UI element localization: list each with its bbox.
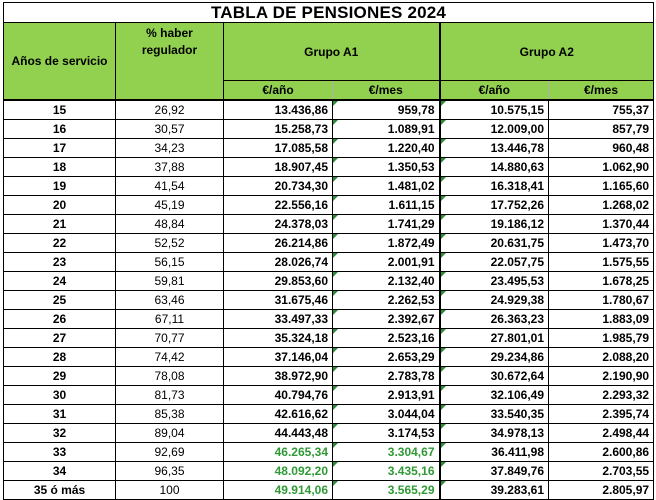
a1-month-cell: 959,78: [333, 100, 440, 120]
a2-month-cell: 2.600,86: [549, 443, 654, 462]
a1-year-cell: 24.378,03: [224, 215, 333, 234]
a1-year-cell: 35.324,18: [224, 329, 333, 348]
percent-cell: 45,19: [116, 196, 224, 215]
a1-year-cell: 13.436,86: [224, 100, 333, 120]
percent-cell: 67,11: [116, 310, 224, 329]
a1-year-cell: 48.092,20: [224, 462, 333, 481]
percent-cell: 48,84: [116, 215, 224, 234]
years-cell: 28: [4, 348, 116, 367]
a1-year-cell: 33.497,33: [224, 310, 333, 329]
years-cell: 27: [4, 329, 116, 348]
years-cell: 35 ó más: [4, 481, 116, 500]
a2-month-cell: 1.473,70: [549, 234, 654, 253]
a2-month-cell: 1.985,79: [549, 329, 654, 348]
a2-year-cell: 26.363,23: [440, 310, 549, 329]
a2-year-cell: 10.575,15: [440, 100, 549, 120]
a2-year-cell: 29.234,86: [440, 348, 549, 367]
a2-year-cell: 30.672,64: [440, 367, 549, 386]
a2-month-cell: 2.190,90: [549, 367, 654, 386]
a2-year-cell: 20.631,75: [440, 234, 549, 253]
table-body: [4, 100, 654, 500]
percent-cell: 30,57: [116, 120, 224, 139]
a1-year-cell: 26.214,86: [224, 234, 333, 253]
years-cell: 17: [4, 139, 116, 158]
table-row: [4, 367, 654, 386]
a1-month-cell: 2.392,67: [333, 310, 440, 329]
years-cell: 19: [4, 177, 116, 196]
a2-month-cell: 1.268,02: [549, 196, 654, 215]
a2-year-cell: 34.978,13: [440, 424, 549, 443]
percent-cell: 74,42: [116, 348, 224, 367]
a2-year-cell: 32.106,49: [440, 386, 549, 405]
years-cell: 23: [4, 253, 116, 272]
a2-year-cell: 17.752,26: [440, 196, 549, 215]
years-cell: 30: [4, 386, 116, 405]
a2-year-cell: 27.801,01: [440, 329, 549, 348]
table-row: [4, 443, 654, 462]
table-row: [4, 253, 654, 272]
a2-month-cell: 2.498,44: [549, 424, 654, 443]
a2-month-cell: 1.678,25: [549, 272, 654, 291]
percent-cell: 78,08: [116, 367, 224, 386]
table-row: [4, 177, 654, 196]
pension-table-container: [3, 2, 653, 500]
years-cell: 33: [4, 443, 116, 462]
a1-year-cell: 42.616,62: [224, 405, 333, 424]
table-row: [4, 196, 654, 215]
a2-year-cell: 37.849,76: [440, 462, 549, 481]
a2-year-cell: 39.283,61: [440, 481, 549, 500]
a1-year-cell: 28.026,74: [224, 253, 333, 272]
table-row: [4, 139, 654, 158]
a2-year-cell: 16.318,41: [440, 177, 549, 196]
a1-month-cell: 2.523,16: [333, 329, 440, 348]
table-row: [4, 120, 654, 139]
a2-year-cell: 12.009,00: [440, 120, 549, 139]
percent-cell: 89,04: [116, 424, 224, 443]
years-cell: 34: [4, 462, 116, 481]
years-cell: 32: [4, 424, 116, 443]
table-row: [4, 291, 654, 310]
a1-year-cell: 15.258,73: [224, 120, 333, 139]
percent-cell: 63,46: [116, 291, 224, 310]
a1-year-cell: 20.734,30: [224, 177, 333, 196]
a2-year-cell: 13.446,78: [440, 139, 549, 158]
header-a2-per-month: €/mes: [549, 81, 654, 101]
a1-month-cell: 3.174,53: [333, 424, 440, 443]
a1-year-cell: 44.443,48: [224, 424, 333, 443]
a2-year-cell: 14.880,63: [440, 158, 549, 177]
a1-year-cell: 18.907,45: [224, 158, 333, 177]
a2-year-cell: 19.186,12: [440, 215, 549, 234]
table-row: [4, 310, 654, 329]
percent-cell: 34,23: [116, 139, 224, 158]
percent-cell: 85,38: [116, 405, 224, 424]
a2-month-cell: 857,79: [549, 120, 654, 139]
years-cell: 22: [4, 234, 116, 253]
a2-month-cell: 2.805,97: [549, 481, 654, 500]
a1-year-cell: 29.853,60: [224, 272, 333, 291]
table-row: [4, 481, 654, 500]
header-a2-per-year: €/año: [440, 81, 549, 101]
years-cell: 31: [4, 405, 116, 424]
a1-month-cell: 1.481,02: [333, 177, 440, 196]
a1-year-cell: 49.914,06: [224, 481, 333, 500]
a1-month-cell: 3.565,29: [333, 481, 440, 500]
header-pct-line2: regulador: [141, 43, 198, 57]
header-years-of-service: Años de servicio: [4, 23, 116, 101]
header-a1-per-year: €/año: [224, 81, 333, 101]
a2-month-cell: 2.088,20: [549, 348, 654, 367]
a2-month-cell: 1.062,90: [549, 158, 654, 177]
table-title: TABLA DE PENSIONES 2024: [4, 3, 654, 23]
percent-cell: 37,88: [116, 158, 224, 177]
percent-cell: 56,15: [116, 253, 224, 272]
a1-month-cell: 1.089,91: [333, 120, 440, 139]
a1-month-cell: 2.653,29: [333, 348, 440, 367]
table-row: [4, 215, 654, 234]
percent-cell: 100: [116, 481, 224, 500]
a1-month-cell: 2.001,91: [333, 253, 440, 272]
pension-table: [3, 2, 654, 500]
a2-year-cell: 24.929,38: [440, 291, 549, 310]
header-percent-regulator: [116, 23, 224, 101]
years-cell: 26: [4, 310, 116, 329]
a2-month-cell: 960,48: [549, 139, 654, 158]
a2-year-cell: 23.495,53: [440, 272, 549, 291]
percent-cell: 81,73: [116, 386, 224, 405]
a2-month-cell: 2.395,74: [549, 405, 654, 424]
table-row: [4, 234, 654, 253]
table-row: [4, 462, 654, 481]
a1-month-cell: 3.304,67: [333, 443, 440, 462]
percent-cell: 26,92: [116, 100, 224, 120]
a1-month-cell: 1.611,15: [333, 196, 440, 215]
a1-month-cell: 1.741,29: [333, 215, 440, 234]
a1-year-cell: 40.794,76: [224, 386, 333, 405]
a2-month-cell: 1.370,44: [549, 215, 654, 234]
header-group-a1: Grupo A1: [224, 23, 440, 81]
years-cell: 21: [4, 215, 116, 234]
percent-cell: 59,81: [116, 272, 224, 291]
a1-month-cell: 2.132,40: [333, 272, 440, 291]
header-pct-line1: % haber: [146, 26, 193, 40]
a1-month-cell: 1.872,49: [333, 234, 440, 253]
a1-month-cell: 2.913,91: [333, 386, 440, 405]
a2-month-cell: 2.293,32: [549, 386, 654, 405]
a1-year-cell: 22.556,16: [224, 196, 333, 215]
percent-cell: 70,77: [116, 329, 224, 348]
a2-month-cell: 1.780,67: [549, 291, 654, 310]
a1-year-cell: 17.085,58: [224, 139, 333, 158]
a2-month-cell: 2.703,55: [549, 462, 654, 481]
percent-cell: 92,69: [116, 443, 224, 462]
a1-year-cell: 46.265,34: [224, 443, 333, 462]
years-cell: 24: [4, 272, 116, 291]
a2-year-cell: 22.057,75: [440, 253, 549, 272]
years-cell: 25: [4, 291, 116, 310]
years-cell: 20: [4, 196, 116, 215]
a1-month-cell: 1.350,53: [333, 158, 440, 177]
a1-month-cell: 2.262,53: [333, 291, 440, 310]
percent-cell: 41,54: [116, 177, 224, 196]
years-cell: 29: [4, 367, 116, 386]
a2-month-cell: 1.165,60: [549, 177, 654, 196]
a1-month-cell: 1.220,40: [333, 139, 440, 158]
table-row: [4, 386, 654, 405]
a2-year-cell: 36.411,98: [440, 443, 549, 462]
a1-year-cell: 37.146,04: [224, 348, 333, 367]
a1-month-cell: 3.044,04: [333, 405, 440, 424]
a2-year-cell: 33.540,35: [440, 405, 549, 424]
percent-cell: 96,35: [116, 462, 224, 481]
header-group-a2: Grupo A2: [440, 23, 654, 81]
years-cell: 18: [4, 158, 116, 177]
a1-year-cell: 38.972,90: [224, 367, 333, 386]
table-row: [4, 100, 654, 120]
table-row: [4, 158, 654, 177]
table-row: [4, 272, 654, 291]
a1-year-cell: 31.675,46: [224, 291, 333, 310]
a2-month-cell: 1.575,55: [549, 253, 654, 272]
years-cell: 15: [4, 100, 116, 120]
a1-month-cell: 2.783,78: [333, 367, 440, 386]
table-row: [4, 348, 654, 367]
table-row: [4, 405, 654, 424]
a1-month-cell: 3.435,16: [333, 462, 440, 481]
table-row: [4, 424, 654, 443]
a2-month-cell: 755,37: [549, 100, 654, 120]
header-a1-per-month: €/mes: [333, 81, 440, 101]
table-row: [4, 329, 654, 348]
a2-month-cell: 1.883,09: [549, 310, 654, 329]
percent-cell: 52,52: [116, 234, 224, 253]
years-cell: 16: [4, 120, 116, 139]
